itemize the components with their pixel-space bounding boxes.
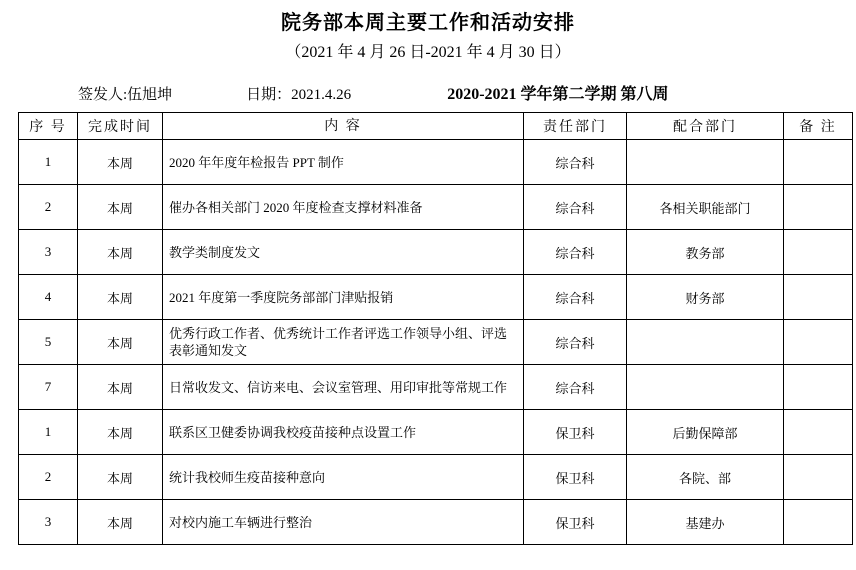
cell-dept: 保卫科: [524, 410, 627, 455]
cell-remark: [784, 140, 853, 185]
meta-signer: 签发人:伍旭坤: [78, 87, 173, 103]
cell-content-line1: 2021 年度第一季度院务部部门津贴报销: [169, 289, 394, 305]
cell-no: 2: [19, 455, 78, 500]
cell-content: [163, 185, 524, 230]
header-time: 完成时间: [78, 113, 163, 140]
page-subtitle: （2021 年 4 月 26 日-2021 年 4 月 30 日）: [285, 44, 571, 61]
cell-coop: 各院、部: [627, 455, 784, 500]
table-row: [19, 500, 853, 545]
cell-content-line1: 教学类制度发文: [169, 244, 261, 260]
cell-no: 2: [19, 185, 78, 230]
table-row: [19, 365, 853, 410]
table-row: [19, 230, 853, 275]
cell-time: 本周: [78, 500, 163, 545]
cell-remark: [784, 230, 853, 275]
document-page: [0, 10, 856, 570]
header-no: 序 号: [19, 113, 78, 140]
cell-remark: [784, 455, 853, 500]
cell-content-line2: 表彰通知发文: [169, 343, 248, 358]
cell-coop: [627, 140, 784, 185]
cell-content-line1: 催办各相关部门 2020 年度检查支撑材料准备: [169, 199, 423, 215]
cell-dept: 综合科: [524, 320, 627, 365]
cell-content-line1: 日常收发文、信访来电、会议室管理、用印审批等常规工作: [169, 379, 508, 395]
schedule-table: [18, 112, 853, 545]
cell-remark: [784, 410, 853, 455]
cell-content-line1: 2020 年年度年检报告 PPT 制作: [169, 154, 344, 170]
cell-coop: 财务部: [627, 275, 784, 320]
cell-coop: 教务部: [627, 230, 784, 275]
cell-time: 本周: [78, 365, 163, 410]
cell-remark: [784, 275, 853, 320]
cell-content: [163, 275, 524, 320]
schedule-table-body: [19, 140, 853, 545]
cell-time: 本周: [78, 185, 163, 230]
table-row: [19, 185, 853, 230]
cell-content: [163, 455, 524, 500]
cell-content: [163, 500, 524, 545]
cell-time: 本周: [78, 275, 163, 320]
cell-coop: [627, 365, 784, 410]
cell-coop: 后勤保障部: [627, 410, 784, 455]
cell-content: [163, 365, 524, 410]
cell-content: [163, 140, 524, 185]
cell-dept: 综合科: [524, 275, 627, 320]
cell-dept: 综合科: [524, 365, 627, 410]
meta-term: 2020-2021 学年第二学期 第八周: [447, 86, 669, 103]
cell-no: 1: [19, 410, 78, 455]
cell-coop: [627, 320, 784, 365]
cell-no: 4: [19, 275, 78, 320]
cell-time: 本周: [78, 455, 163, 500]
cell-no: 3: [19, 230, 78, 275]
cell-time: 本周: [78, 140, 163, 185]
cell-no: 7: [19, 365, 78, 410]
cell-dept: 保卫科: [524, 455, 627, 500]
cell-remark: [784, 185, 853, 230]
cell-content-line1: 统计我校师生疫苗接种意向: [169, 469, 326, 485]
cell-no: 5: [19, 320, 78, 365]
header-remark: 备 注: [784, 113, 853, 140]
page-title: 院务部本周主要工作和活动安排: [281, 12, 575, 34]
cell-dept: 综合科: [524, 140, 627, 185]
cell-time: 本周: [78, 320, 163, 365]
table-row: [19, 455, 853, 500]
table-row: [19, 320, 853, 365]
cell-coop: 各相关职能部门: [627, 185, 784, 230]
cell-content-line1: 对校内施工车辆进行整治: [169, 514, 313, 530]
cell-dept: 综合科: [524, 185, 627, 230]
cell-time: 本周: [78, 230, 163, 275]
header-dept: 责任部门: [524, 113, 627, 140]
cell-no: 3: [19, 500, 78, 545]
table-header-row: [19, 113, 853, 140]
header-coop: 配合部门: [627, 113, 784, 140]
table-row: [19, 140, 853, 185]
cell-remark: [784, 500, 853, 545]
document-meta: [18, 80, 838, 108]
cell-remark: [784, 320, 853, 365]
cell-time: 本周: [78, 410, 163, 455]
cell-content: [163, 230, 524, 275]
cell-content-line1: 优秀行政工作者、优秀统计工作者评选工作领导小组、评选: [169, 326, 508, 341]
cell-content: [163, 410, 524, 455]
cell-content: [163, 320, 524, 365]
header-content: 内 容: [163, 113, 524, 140]
cell-dept: 保卫科: [524, 500, 627, 545]
cell-dept: 综合科: [524, 230, 627, 275]
table-row: [19, 275, 853, 320]
cell-content-line1: 联系区卫健委协调我校疫苗接种点设置工作: [169, 424, 417, 440]
cell-remark: [784, 365, 853, 410]
table-row: [19, 410, 853, 455]
cell-coop: 基建办: [627, 500, 784, 545]
meta-date: 日期：2021.4.26: [246, 87, 352, 103]
cell-no: 1: [19, 140, 78, 185]
